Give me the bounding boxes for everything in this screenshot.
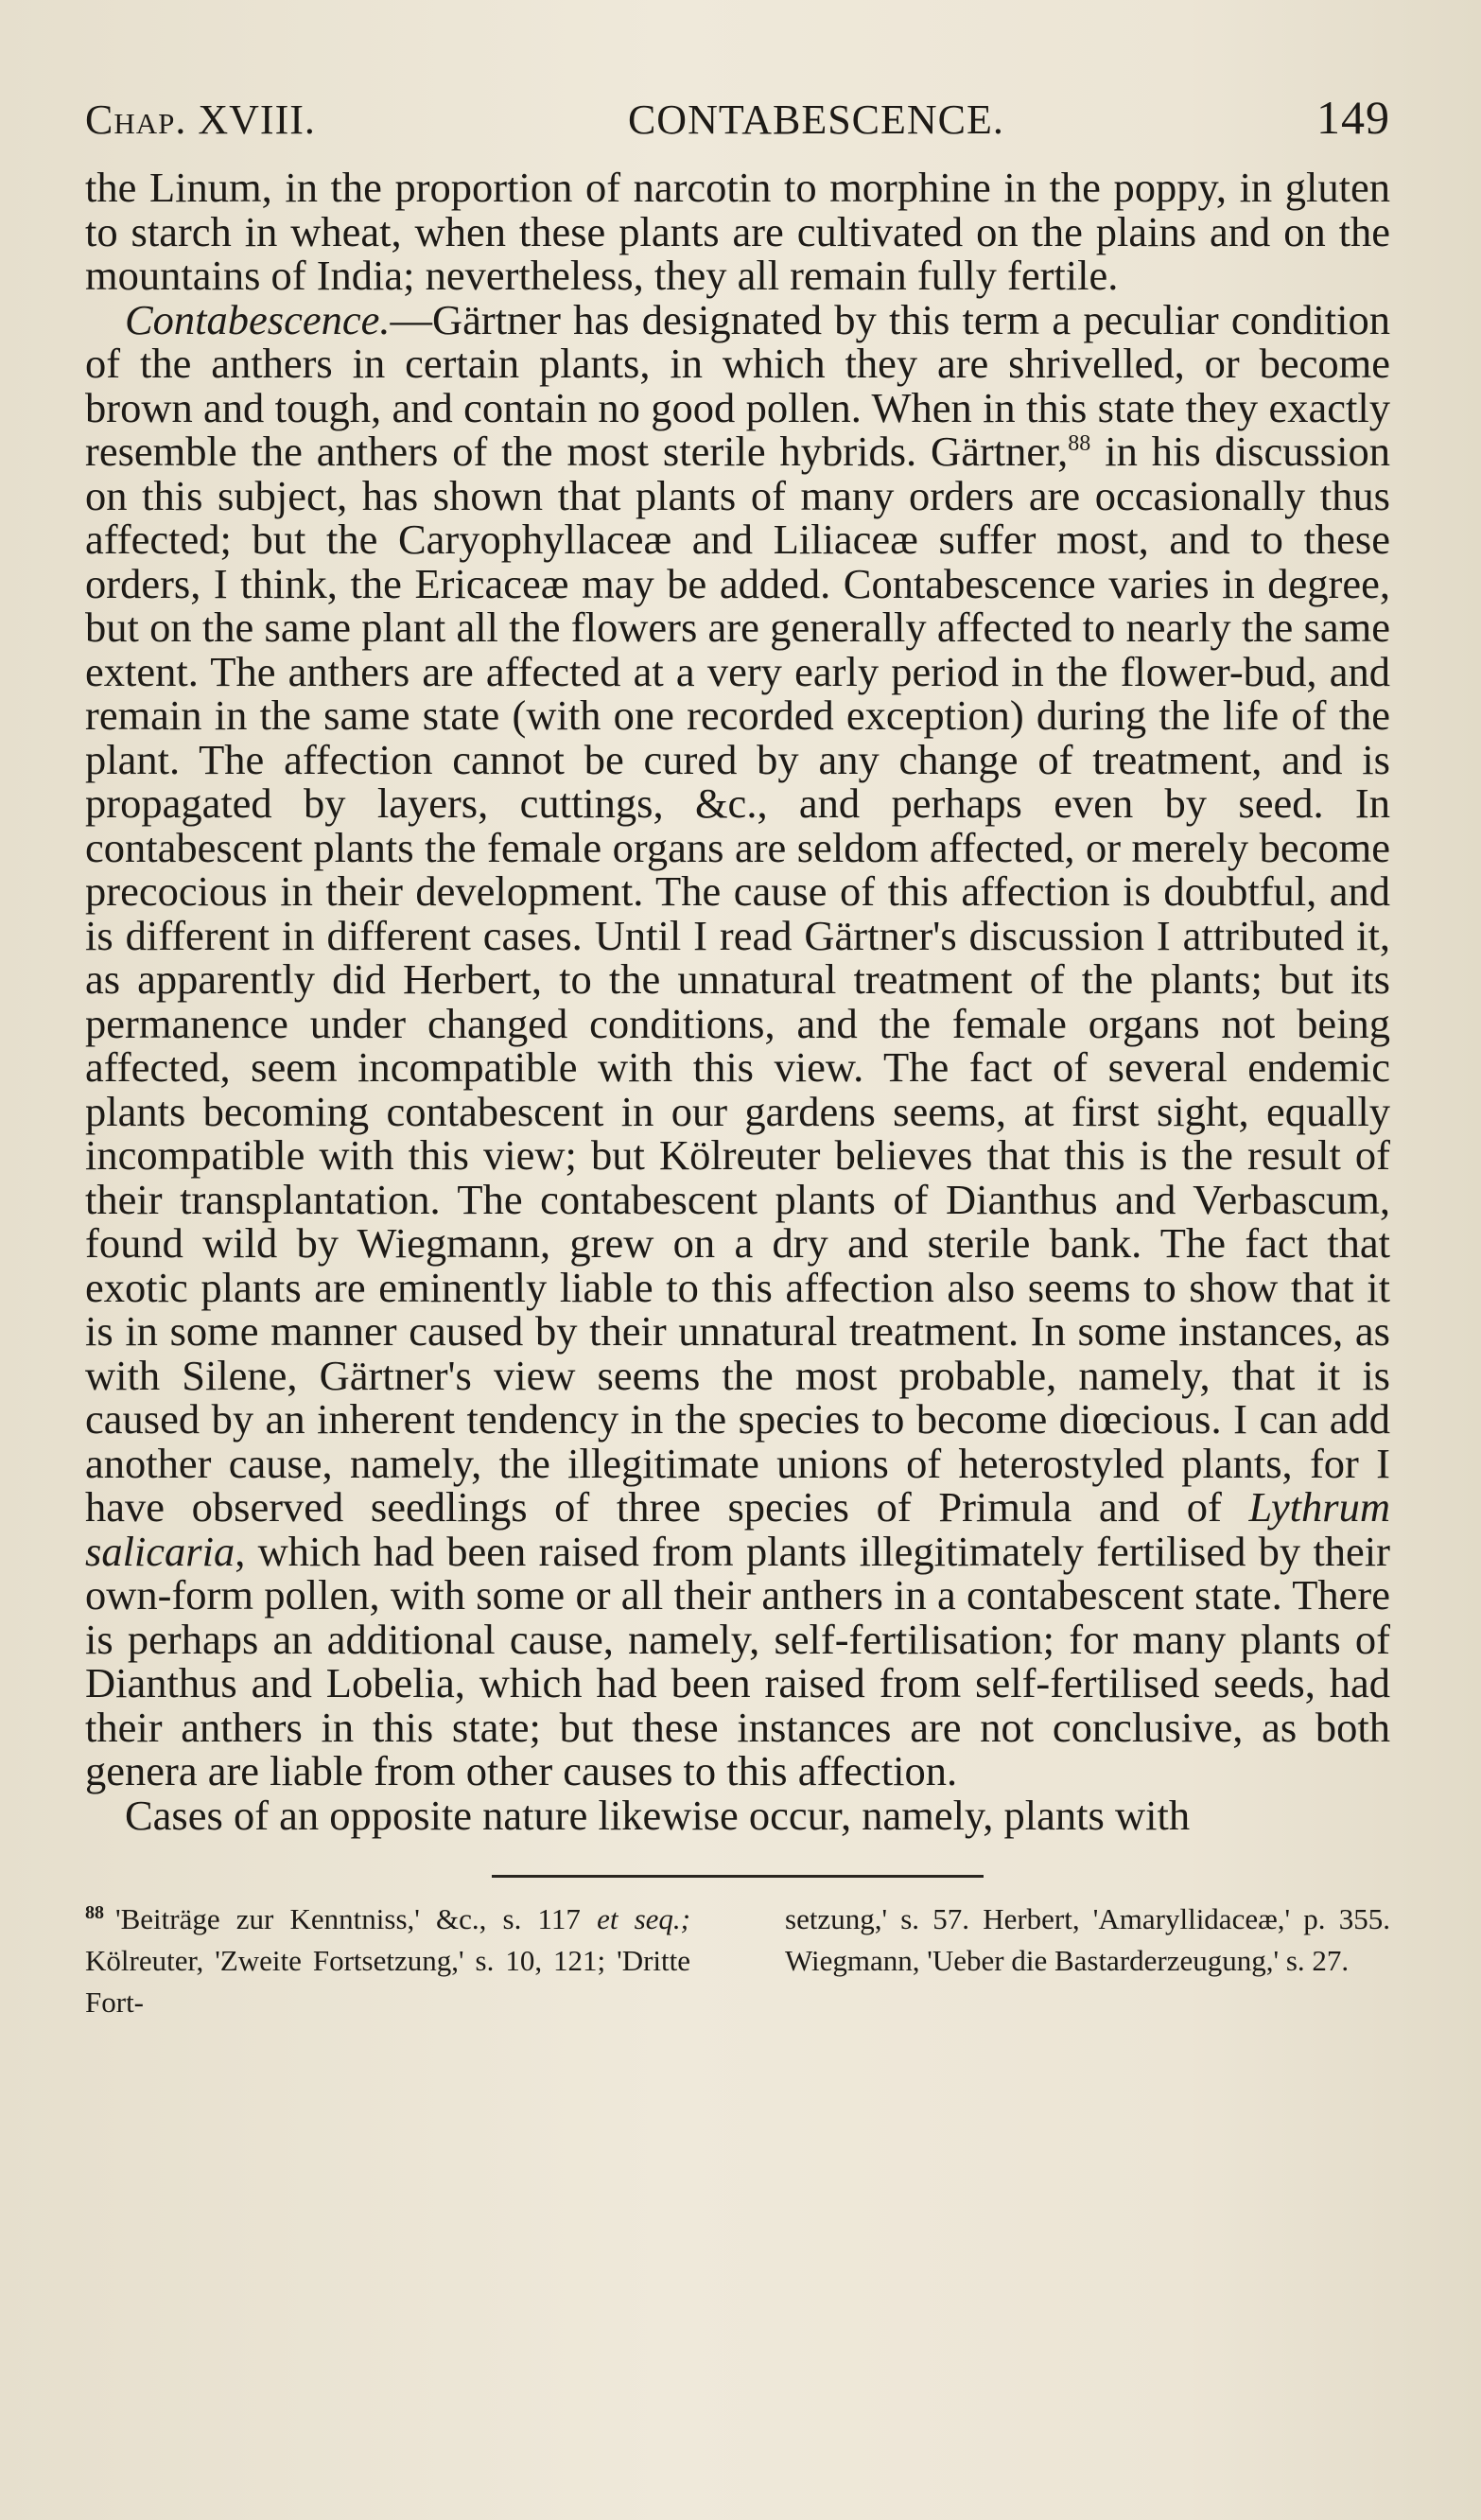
page-number: 149: [1315, 91, 1390, 144]
paragraph-text-c: , which had been raised from plants illegitimately fertilised by their own-form pollen, with some or all their anthers in a contabescent state. There is perhaps an additional cause, namely, self-fertilisation; for many plants of Dianthus and Lobelia, which had been raised from self-fertilised seeds, had their anthers in this state; but these instances are not conclusive, as both genera are liable from other causes to this affection.: [85, 1527, 1390, 1794]
paragraph-text-a: —Gärtner has designated by this term a peculiar condition of the anthers in certain plants, in which they are shrivelled, or become brown and tough, and contain no good pollen. When in this state they exactly resemble the anthers of the most sterile hybrids. Gärtner,: [85, 295, 1390, 475]
running-title: CONTABESCENCE.: [627, 96, 1004, 143]
body-text: [85, 166, 1390, 1837]
footnote-text-left-a: 'Beiträge zur Kenntniss,' &c., s. 117: [115, 1902, 598, 1935]
paragraph-contabescence: [85, 295, 1390, 1794]
footnotes: [85, 1899, 1390, 2023]
book-page: [85, 90, 1390, 2023]
paragraph-continuation: the Linum, in the proportion of narcotin to morphine in the poppy, in gluten to starch in wheat, when these plants are cultivated on the plains and on the mountains of India; nevertheless, they all remain fully fertile.: [85, 164, 1390, 299]
footnote-column-left: [85, 1899, 690, 2023]
footnote-italic: et seq.;: [597, 1902, 690, 1935]
footnote-text-left-b: Kölreuter, 'Zweite Fortsetzung,' s. 10, 121; 'Dritte Fort-: [85, 1944, 690, 2019]
footnote-mark: 88: [85, 1901, 104, 1923]
section-heading-italic: Contabescence.: [125, 295, 391, 343]
chapter-label: Chap. XVIII.: [85, 96, 316, 143]
footnote-rule: [492, 1875, 984, 1878]
footnote-column-right: setzung,' s. 57. Herbert, 'Amaryllidaceæ,' p. 355. Wiegmann, 'Ueber die Bastarderzeugung,' s. 27.: [785, 1902, 1390, 1977]
paragraph-text-b: in his discussion on this subject, has shown that plants of many orders are occasionally thus affected; but the Caryophyllaceæ and Liliaceæ suffer most, and to these orders, I think, the Ericaceæ may be added. Contabescence varies in degree, but on the same plant all the flowers are generally affected to nearly the same extent. The anthers are affected at a very early period in the flower-bud, and remain in the same state (with one recorded exception) during the life of the plant. The affection cannot be cured by any change of treatment, and is propagated by layers, cuttings, &c., and perhaps even by seed. In contabescent plants the female organs are seldom affected, or merely become precocious in their development. The cause of this affection is doubtful, and is different in different cases. Until I read Gärtner's discussion I attributed it, as apparently did Herbert, to the unnatural treatment of the plants; but its permanence under changed conditions, and the female organs not being affected, seem incompatible with this view. The fact of several endemic plants becoming contabescent in our gardens seems, at first sight, equally incompatible with this view; but Kölreuter believes that this is the result of their transplantation. The contabescent plants of Dianthus and Verbascum, found wild by Wiegmann, grew on a dry and sterile bank. The fact that exotic plants are eminently liable to this affection also seems to show that it is in some manner caused by their unnatural treatment. In some instances, as with Silene, Gärtner's view seems the most probable, namely, that it is caused by an inherent tendency in the species to become diœcious. I can add another cause, namely, the illegitimate unions of heterostyled plants, for I have observed seedlings of three species of Primula and of: [85, 428, 1390, 1531]
running-head: [85, 90, 1390, 166]
species-name: Lythrum salicaria: [85, 1483, 1390, 1575]
footnote-reference: 88: [1068, 431, 1091, 457]
paragraph-opposite-cases: Cases of an opposite nature likewise occur, namely, plants with: [125, 1791, 1191, 1839]
